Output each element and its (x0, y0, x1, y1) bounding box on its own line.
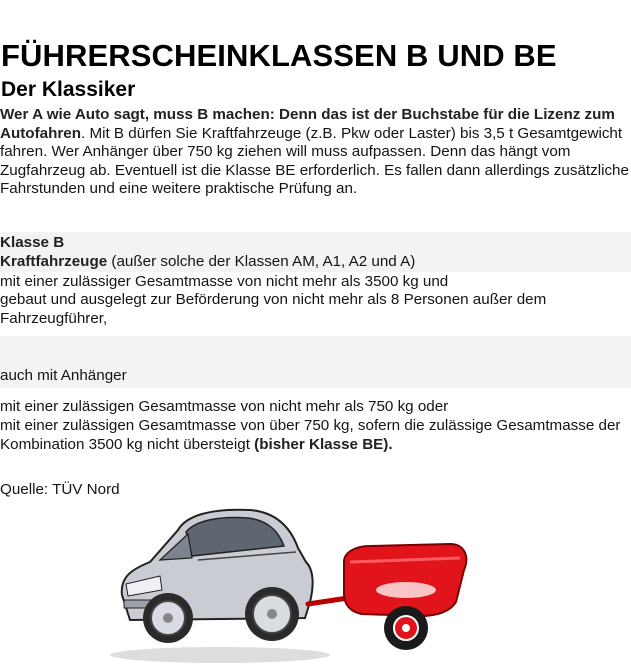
car-trailer-illustration (100, 500, 480, 665)
class-b-line-2: gebaut und ausgelegt zur Beförderung von nicht mehr als 8 Personen außer dem Fahrzeugführer, (0, 291, 547, 327)
car-drawing (110, 510, 330, 663)
condition-2-bold: (bisher Klasse BE). (254, 435, 393, 453)
vehicles-text: (außer solche der Klassen AM, A1, A2 und A) (107, 253, 416, 270)
class-b-heading-text: Klasse B (0, 234, 65, 251)
condition-2-text: mit einer zulässigen Gesamtmasse von über 750 kg, sofern die zulässige Gesamtmasse der Kombination 3500 kg nicht übersteigt (0, 417, 621, 453)
condition-2 (0, 417, 631, 454)
source-note: Quelle: TÜV Nord (0, 481, 120, 498)
intro-text: . Mit B dürfen Sie Kraftfahrzeuge (z.B. Pkw oder Laster) bis 3,5 t Gesamtgewicht fahren. Wer Anhänger über 750 kg ziehen will muss aufpassen. Denn das hängt vom Zugfahrzeug ab. Eventuell ist die Klasse BE erforderlich. Es fallen dann allerdings zusätzliche Fahrstunden und eine weitere praktische Prüfung an. (0, 124, 629, 198)
condition-1: mit einer zulässigen Gesamtmasse von nicht mehr als 750 kg oder (0, 398, 449, 415)
page-subtitle: Der Klassiker (1, 78, 136, 101)
trailer-drawing (308, 544, 466, 650)
intro-lead: Wer A wie Auto sagt, muss B machen: Denn das ist der Buchstabe für die Lizenz zum Autofahren (0, 106, 615, 142)
vehicles-label: Kraftfahrzeuge (0, 253, 108, 270)
class-b-heading (0, 234, 631, 253)
class-b-vehicles (0, 253, 631, 272)
trailer-text: auch mit Anhänger (0, 367, 127, 384)
intro-paragraph (0, 106, 631, 199)
class-b-line-1: mit einer zulässiger Gesamtmasse von nicht mehr als 3500 kg und (0, 273, 449, 290)
page-title: FÜHRERSCHEINKLASSEN B UND BE (1, 38, 557, 73)
